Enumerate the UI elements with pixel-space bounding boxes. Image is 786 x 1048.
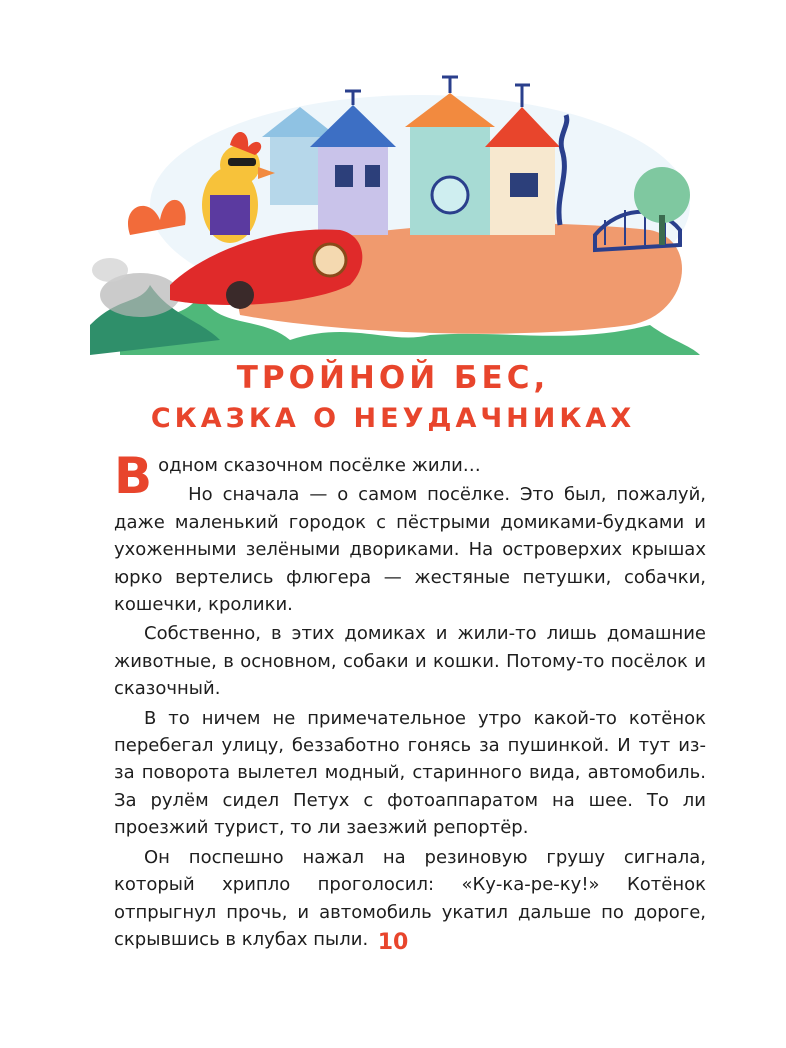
paragraph-1-text: одном сказочном посёлке жили… [158, 455, 481, 476]
story-text [114, 447, 706, 955]
story-title-line-1: ТРОЙНОЙ БЕС, [236, 360, 550, 396]
story-title-line-2: СКАЗКА О НЕУДАЧНИКАХ [150, 403, 636, 434]
paragraph-3: Собственно, в этих домиках и жили-то лишь домашние животные, в основном, собаки и кошки. Потому-то посёлок и сказочный. [114, 623, 706, 700]
paragraph-2: Но сначала — о самом посёлке. Это был, пожалуй, даже маленький городок с пёстрыми домиками-будками и ухоженными зелёными двориками. На островерхих крышах юрко вертелись флюгера — жестяные петушки, собачки, кошечки, кролики. [114, 484, 706, 616]
page-number: 10 [377, 930, 409, 955]
paragraph-1 [114, 447, 706, 505]
village-illustration [90, 55, 705, 355]
paragraph-4: В то ничем не примечательное утро какой-то котёнок перебегал улицу, беззаботно гонясь за пушинкой. И тут из-за поворота вылетел модный, старинного вида, автомобиль. За рулём сидел Петух с фотоаппаратом на шее. То ли проезжий турист, то ли заезжий репортёр. [114, 707, 706, 839]
paragraph-5: Он поспешно нажал на резиновую грушу сигнала, который хрипло проголосил: «Ку-ка-ре-ку!» Котёнок отпрыгнул прочь, и автомобиль укатил дальше по дороге, скрывшись в клубах пыли. [114, 846, 706, 950]
drop-cap: В [114, 447, 153, 505]
